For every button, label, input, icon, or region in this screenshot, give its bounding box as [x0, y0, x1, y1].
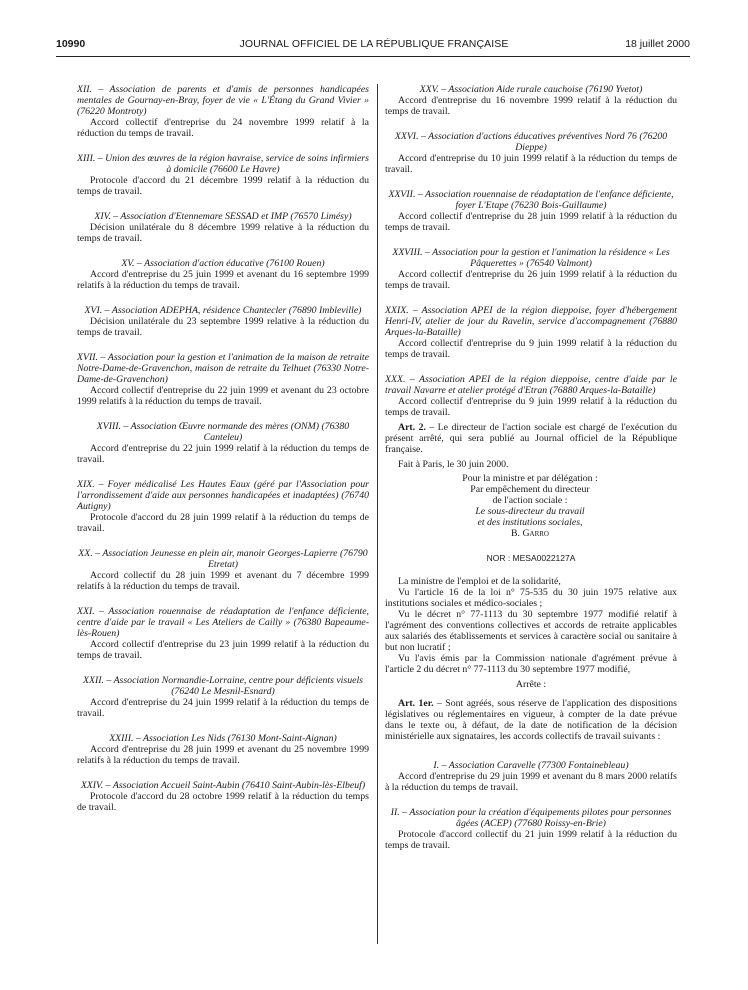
list-item — [77, 479, 369, 534]
entry-title: XIII. – Union des œuvres de la région havraise, service de soins infirmiers à domicile (76600 Le Havre) — [77, 153, 369, 175]
entry-title: XIV. – Association d'Etennemare SESSAD et IMP (76570 Limésy) — [94, 211, 352, 222]
entry-body: Accord collectif d'entreprise du 9 juin 1999 relatif à la réduction du temps de travail. — [385, 338, 677, 360]
list-item — [77, 780, 369, 813]
preamble-line: Vu l'article 16 de la loi n° 75-535 du 30 juin 1975 relative aux institutions sociales et médico-sociales ; — [385, 587, 677, 609]
entry-title: XXIII. – Association Les Nids (76130 Mont-Saint-Aignan) — [109, 733, 337, 744]
list-item — [77, 421, 369, 465]
entry-title: II. – Association pour la création d'équipements pilotes pour personnes âgées (ACEP) (77680 Roissy-en-Brie) — [390, 807, 672, 829]
entry-body: Accord d'entreprise du 29 juin 1999 et avenant du 8 mars 2000 relatifs à la réduction du temps de travail. — [385, 771, 677, 793]
signature-line: Pour la ministre et par délégation : — [462, 473, 598, 484]
entry-body: Accord collectif d'entreprise du 9 juin 1999 relatif à la réduction du temps de travail. — [385, 396, 677, 418]
nor-reference: NOR : MESA0022127A — [486, 553, 576, 563]
signature-block — [385, 473, 677, 539]
journal-title: JOURNAL OFFICIEL DE LA RÉPUBLIQUE FRANÇAISE — [239, 38, 509, 50]
entry-body: Décision unilatérale du 23 septembre 1999 relative à la réduction du temps de travail. — [77, 316, 369, 338]
list-item — [77, 548, 369, 592]
entry-body: Accord d'entreprise du 10 juin 1999 relatif à la réduction du temps de travail. — [385, 153, 677, 175]
entry-body: Accord d'entreprise du 25 juin 1999 et avenant du 16 septembre 1999 relatifs à la réduction du temps de travail. — [77, 269, 369, 291]
publication-date: 18 juillet 2000 — [625, 38, 690, 50]
entry-title: XXIV. – Association Accueil Saint-Aubin (76410 Saint-Aubin-lès-Elbeuf) — [80, 780, 366, 791]
list-item — [77, 305, 369, 338]
entry-body: Accord collectif d'entreprise du 26 juin 1999 relatif à la réduction du temps de travail. — [385, 269, 677, 291]
entry-title: XXIX. – Association APEI de la région dieppoise, foyer d'hébergement Henri-IV, atelier de jour du Ravelin, service d'accompagnement (76880 Arques-la-Bataille) — [385, 305, 677, 338]
entry-body: Protocole d'accord collectif du 21 juin 1999 relatif à la réduction du temps de travail. — [385, 829, 677, 851]
list-item — [77, 733, 369, 766]
entry-body: Accord collectif du 28 juin 1999 et avenant du 7 décembre 1999 relatifs à la réduction du temps de travail. — [77, 570, 369, 592]
article-2-label: Art. 2. — [398, 422, 426, 433]
signatory-name: B. Garro — [511, 528, 549, 539]
entry-body: Accord collectif d'entreprise du 24 novembre 1999 relatif à la réduction du temps de travail. — [77, 117, 369, 139]
entry-title: XX. – Association Jeunesse en plein air, manoir Georges-Lapierre (76790 Etretat) — [78, 548, 368, 570]
signature-line: et des institutions sociales, — [477, 517, 583, 528]
list-item — [385, 807, 677, 851]
entry-body: Protocole d'accord du 28 juin 1999 relatif à la réduction du temps de travail. — [77, 512, 369, 534]
entry-title: XXII. – Association Normandie-Lorraine, centre pour déficients visuels (76240 Le Mesnil-Esnard) — [83, 675, 363, 697]
entry-title: XXV. – Association Aide rurale cauchoise (76190 Yvetot) — [419, 84, 643, 95]
list-item — [385, 189, 677, 233]
page-number: 10990 — [56, 38, 86, 50]
entry-title: XVII. – Association pour la gestion et l'animation de la maison de retraite Notre-Dame-de-Gravenchon, maison de retraite du Telhuet (76330 Notre-Dame-de-Gravenchon) — [77, 352, 369, 385]
header-rule — [56, 56, 690, 57]
entry-body: Accord d'entreprise du 28 juin 1999 et avenant du 25 novembre 1999 relatifs à la réduction du temps de travail. — [77, 744, 369, 766]
list-item — [385, 760, 677, 793]
article-2 — [385, 422, 677, 455]
entry-title: XII. – Association de parents et d'amis de personnes handicapées mentales de Gournay-en-Bray, foyer de vie « L'Étang du Grand Vivier » (76220 Montroty) — [77, 84, 369, 117]
list-item — [77, 84, 369, 139]
entry-body: Accord collectif d'entreprise du 22 juin 1999 et avenant du 23 octobre 1999 relatifs à la réduction du temps de travail. — [77, 385, 369, 407]
entry-body: Accord d'entreprise du 22 juin 1999 relatif à la réduction du temps de travail. — [77, 443, 369, 465]
entry-title: XXVII. – Association rouennaise de réadaptation de l'enfance déficiente, foyer L'Etape (76230 Bois-Guillaume) — [388, 189, 674, 211]
entry-title: XVI. – Association ADEPHA, résidence Chantecler (76890 Imbleville) — [84, 305, 362, 316]
entry-title: XVIII. – Association Œuvre normande des mères (ONM) (76380 Canteleu) — [96, 421, 350, 443]
signature-line: Par empêchement du directeur — [470, 484, 590, 495]
list-item — [77, 153, 369, 197]
left-column — [77, 84, 369, 827]
list-item — [77, 258, 369, 291]
signature-line: Le sous-directeur du travail — [475, 506, 585, 517]
entry-body: Protocole d'accord du 21 décembre 1999 relatif à la réduction du temps de travail. — [77, 175, 369, 197]
entry-title: XXI. – Association rouennaise de réadaptation de l'enfance déficiente, centre d'aide par le travail « Les Ateliers de Cailly » (76380 Bapeaume-lès-Rouen) — [77, 606, 369, 639]
entry-title: XXX. – Association APEI de la région dieppoise, centre d'aide par le travail Navarre et atelier protégé d'Etran (76880 Arques-la-Bataille) — [385, 374, 677, 396]
signature-line: de l'action sociale : — [492, 495, 568, 506]
list-item — [77, 675, 369, 719]
column-divider — [377, 84, 378, 944]
preamble-line: Vu le décret n° 77-1113 du 30 septembre 1977 modifié relatif à l'agrément des conventions collectives et accords de retraite applicables aux salariés des établissements et services à caractère social ou sanitaire à but non lucratif ; — [385, 609, 677, 653]
entry-title: XXVIII. – Association pour la gestion et l'animation la résidence « Les Pâquerettes » (76540 Valmont) — [392, 247, 670, 269]
place-date: Fait à Paris, le 30 juin 2000. — [398, 459, 509, 470]
arrete-heading: Arrête : — [515, 679, 547, 690]
article-1 — [385, 698, 677, 742]
preamble-line: La ministre de l'emploi et de la solidarité, — [398, 576, 561, 587]
article-1-text: – Sont agréés, sous réserve de l'application des dispositions législatives ou réglementaires en vigueur, à compter de la date prévue dans le texte ou, à défaut, de la date de notification de la décision ministérielle aux signataires, les accords collectifs de travail suivants : — [385, 698, 677, 742]
entry-title: I. – Association Caravelle (77300 Fontainebleau) — [433, 760, 629, 771]
article-1-label: Art. 1er. — [398, 698, 434, 709]
list-item — [385, 305, 677, 360]
entry-title: XV. – Association d'action éducative (76100 Rouen) — [121, 258, 325, 269]
list-item — [385, 247, 677, 291]
article-2-text: – Le directeur de l'action sociale est chargé de l'exécution du présent arrêté, qui sera publié au Journal officiel de la République française. — [385, 422, 677, 455]
list-item — [385, 374, 677, 418]
list-item — [77, 211, 369, 244]
preamble-line: Vu l'avis émis par la Commission nationale d'agrément prévue à l'article 2 du décret n° 77-1113 du 30 septembre 1977 modifié, — [385, 653, 677, 675]
entry-body: Protocole d'accord du 28 octobre 1999 relatif à la réduction du temps de travail. — [77, 791, 369, 813]
list-item — [385, 131, 677, 175]
entry-body: Accord d'entreprise du 16 novembre 1999 relatif à la réduction du temps de travail. — [385, 95, 677, 117]
right-column — [385, 84, 677, 865]
page-header — [0, 38, 748, 54]
entry-body: Accord collectif d'entreprise du 28 juin 1999 relatif à la réduction du temps de travail. — [385, 211, 677, 233]
entry-title: XIX. – Foyer médicalisé Les Hautes Eaux (géré par l'Association pour l'arrondissement d'aide aux personnes handicapées et inadaptées) (76740 Autigny) — [77, 479, 369, 512]
entry-body: Accord d'entreprise du 24 juin 1999 relatif à la réduction du temps de travail. — [77, 697, 369, 719]
entry-body: Accord collectif d'entreprise du 23 juin 1999 relatif à la réduction du temps de travail. — [77, 639, 369, 661]
list-item — [77, 606, 369, 661]
list-item — [77, 352, 369, 407]
entry-body: Décision unilatérale du 8 décembre 1999 relative à la réduction du temps de travail. — [77, 222, 369, 244]
list-item — [385, 84, 677, 117]
entry-title: XXVI. – Association d'actions éducatives préventives Nord 76 (76200 Dieppe) — [394, 131, 668, 153]
